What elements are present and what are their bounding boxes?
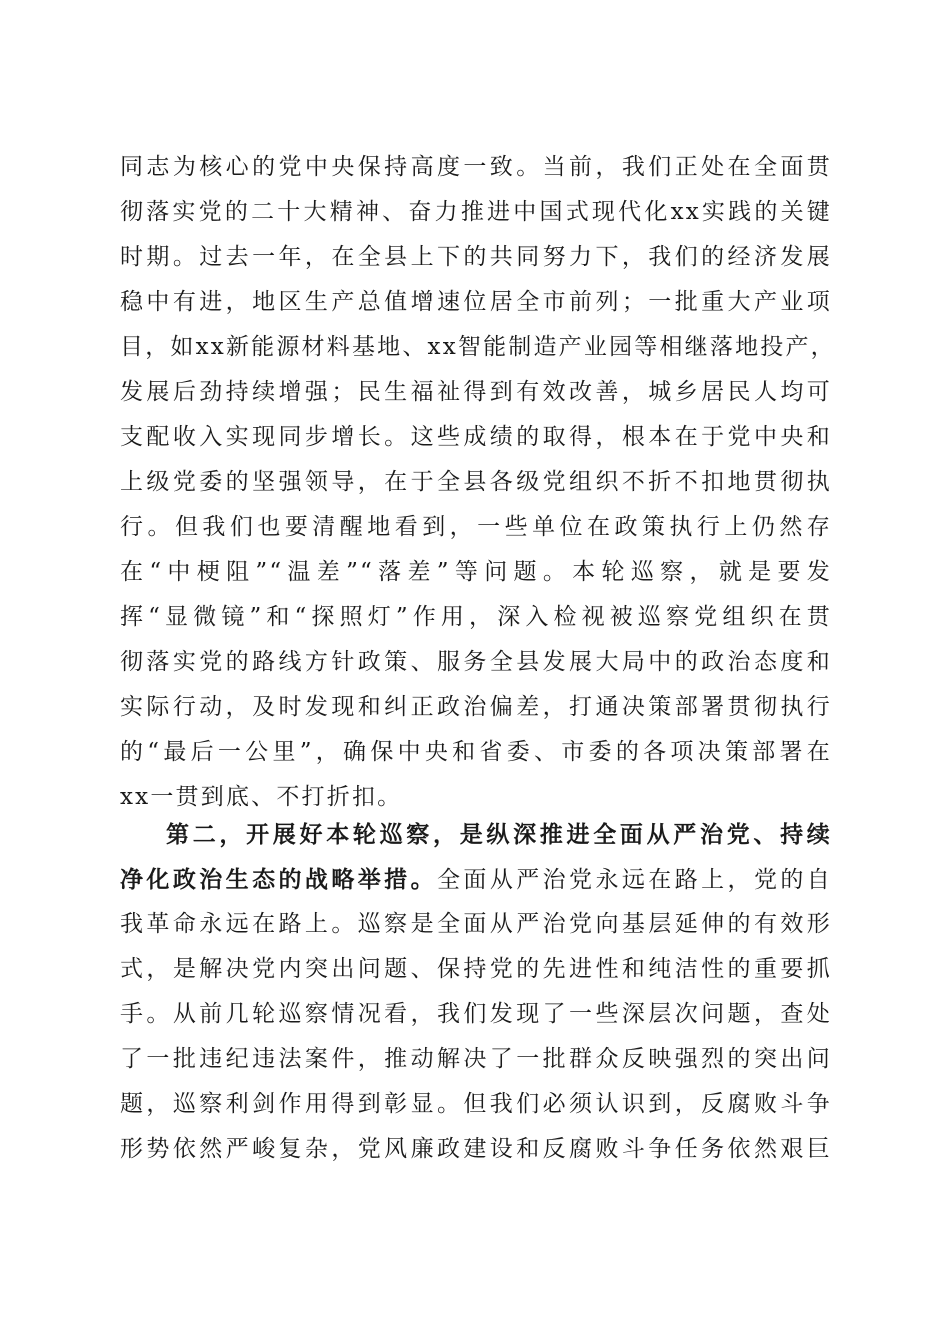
paragraph-2 <box>120 812 832 1172</box>
paragraph-line: 彻落实党的二十大精神、奋力推进中国式现代化xx实践的关键 <box>120 199 832 225</box>
paragraph-line: 题，巡察利剑作用得到彰显。但我们必须认识到，反腐败斗争 <box>120 1091 832 1117</box>
paragraph-line: 我革命永远在路上。巡察是全面从严治党向基层延伸的有效形 <box>120 911 832 937</box>
paragraph-line: 支配收入实现同步增长。这些成绩的取得，根本在于党中央和 <box>120 424 832 450</box>
paragraph-line: xx一贯到底、不打折扣。 <box>120 784 403 810</box>
paragraph-heading-line: 第二，开展好本轮巡察，是纵深推进全面从严治党、持续 <box>166 821 832 848</box>
paragraph-line: 上级党委的坚强领导，在于全县各级党组织不折不扣地贯彻执 <box>120 469 832 495</box>
paragraph-line: 挥“显微镜”和“探照灯”作用，深入检视被巡察党组织在贯 <box>120 604 832 630</box>
paragraph-line: 的“最后一公里”，确保中央和省委、市委的各项决策部署在 <box>120 739 832 765</box>
paragraph-line: 了一批违纪违法案件，推动解决了一批群众反映强烈的突出问 <box>120 1046 832 1072</box>
paragraph-line: 实际行动，及时发现和纠正政治偏差，打通决策部署贯彻执行 <box>120 694 832 720</box>
paragraph-line: 形势依然严峻复杂，党风廉政建设和反腐败斗争任务依然艰巨 <box>120 1136 832 1162</box>
paragraph-line: 式，是解决党内突出问题、保持党的先进性和纯洁性的重要抓 <box>120 956 832 982</box>
paragraph-line: 目，如xx新能源材料基地、xx智能制造产业园等相继落地投产， <box>120 334 836 360</box>
paragraph-line: 时期。过去一年，在全县上下的共同努力下，我们的经济发展 <box>120 244 832 270</box>
paragraph-line-rest: 全面从严治党永远在路上，党的自 <box>436 867 832 893</box>
paragraph-line: 行。但我们也要清醒地看到，一些单位在政策执行上仍然存 <box>120 514 832 540</box>
paragraph-heading-tail: 净化政治生态的战略举措。 <box>120 866 437 893</box>
paragraph-1 <box>120 145 836 820</box>
paragraph-line: 在“中梗阻”“温差”“落差”等问题。本轮巡察，就是要发 <box>120 559 832 585</box>
paragraph-mixed-line <box>120 857 832 902</box>
paragraph-line: 稳中有进，地区生产总值增速位居全市前列；一批重大产业项 <box>120 289 832 315</box>
paragraph-line: 彻落实党的路线方针政策、服务全县发展大局中的政治态度和 <box>120 649 832 675</box>
paragraph-line: 发展后劲持续增强；民生福祉得到有效改善，城乡居民人均可 <box>120 379 832 405</box>
paragraph-line: 同志为核心的党中央保持高度一致。当前，我们正处在全面贯 <box>120 154 832 180</box>
paragraph-line: 手。从前几轮巡察情况看，我们发现了一些深层次问题，查处 <box>120 1001 832 1027</box>
